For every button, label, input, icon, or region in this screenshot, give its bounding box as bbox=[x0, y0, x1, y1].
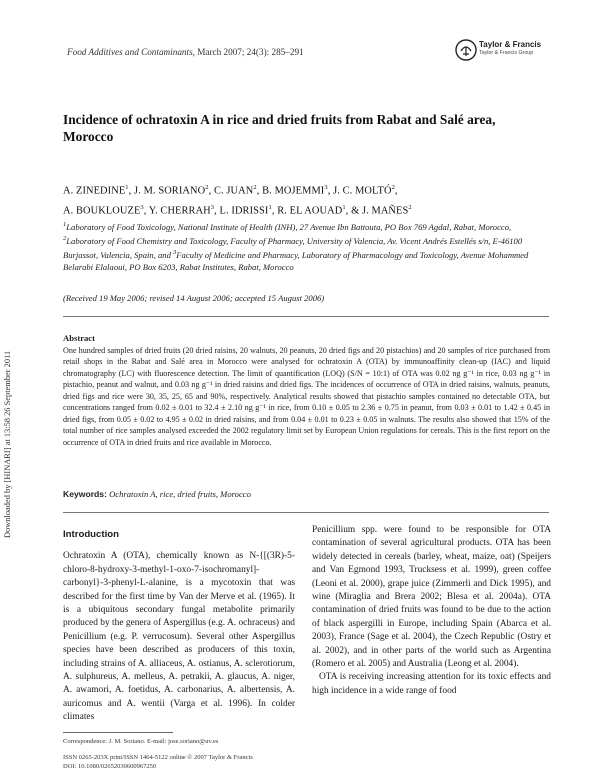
publisher-name: Taylor & Francis bbox=[479, 40, 542, 49]
received-dates: (Received 19 May 2006; revised 14 August 2006; accepted 15 August 2006) bbox=[63, 293, 325, 303]
keywords bbox=[63, 489, 251, 499]
abstract bbox=[63, 333, 550, 448]
affiliation-2: Laboratory of Food Chemistry and Toxicology, Faculty of Pharmacy, University of Valencia, Av. Vicent Andrés Estellés s/n, E-46100 Burjassot, Valencia, Spain, and bbox=[63, 235, 523, 260]
keywords-label: Keywords: bbox=[63, 489, 107, 499]
download-stamp-text: Downloaded by [HINARI] at 13:58 26 September 2011 bbox=[3, 350, 12, 538]
body-paragraph: Ochratoxin A (OTA), chemically known as N-{[(3R)-5-chloro-8-hydroxy-3-methyl-1-oxo-7-isochromanyl]-carbonyl}-3-phenyl-L-alanine, is a mycotoxin that was described for the first time by Van der Merve et al. (1965). It is a ubiquitous secondary fungal metabolite primarily produced by the genera of Aspergillus (e.g. A. ochraceus) and Penicillium (e.g. P. verrucosum). Several other Aspergillus species have been described as producers of this toxin, including strains of A. alliaceus, A. ostianus, A. sclerotiorum, A. sulphureus, A. melleus, A. petrakii, A. glaucus, A. niger, A. awamori, A. foetidus, A. carbonarius, A. albertensis, A. auricomus and A. wentii (Varga et al. 1996). In colder climates bbox=[63, 551, 295, 723]
author: J. M. SORIANO bbox=[134, 185, 206, 197]
section-heading: Introduction bbox=[63, 529, 119, 540]
journal-name: Food Additives and Contaminants bbox=[67, 47, 193, 57]
journal-citation bbox=[67, 47, 304, 57]
affiliations: $^1$Laboratory of Food Toxicology, National Institute of Health (INH), 27 Avenue Ibn Battouta, PO Box 769 Agdal, Rabat, Morocco, $^2$Laboratory of Food Chemistry and Toxicology, Faculty of Pharmacy, University of Valencia, Av. Vicent Andrés Estellés s/n, E-46100 Burjassot, Valencia, Spain, and $^3$Faculty of Medicine and Pharmacy, Laboratory of Pharmacology and Toxicology, Avenue Mohammed Belarabi Elalaoui, PO Box 6203, Rabat Institutes, Rabat, Morocco bbox=[63, 221, 529, 273]
journal-details: , March 2007; 24(3): 285–291 bbox=[192, 47, 304, 57]
author: J. MAÑES bbox=[361, 205, 409, 217]
affiliation-3: Faculty of Medicine and Pharmacy, Laboratory of Pharmacology and Toxicology, Avenue Mohammed Belarabi Elalaoui, PO Box 6203, Rabat Institutes, Rabat, Morocco bbox=[63, 249, 529, 273]
publisher-logo bbox=[455, 38, 550, 62]
author: R. EL AOUAD bbox=[277, 205, 343, 217]
publisher-group: Taylor & Francis Group bbox=[479, 50, 534, 56]
download-stamp bbox=[3, 268, 13, 538]
keywords-value: Ochratoxin A, rice, dried fruits, Morocco bbox=[109, 489, 251, 499]
body-column-right bbox=[312, 524, 551, 698]
author: J. C. MOLTÓ bbox=[333, 185, 392, 197]
divider bbox=[63, 512, 549, 513]
author: L. IDRISSI bbox=[219, 205, 269, 217]
abstract-heading: Abstract bbox=[63, 333, 95, 343]
author: B. MOJEMMI bbox=[262, 185, 325, 197]
author: Y. CHERRAH bbox=[148, 205, 211, 217]
author: A. BOUKLOUZE bbox=[63, 205, 141, 217]
footnote-rule bbox=[63, 732, 173, 733]
author: A. ZINEDINE bbox=[63, 185, 126, 197]
author-list: A. ZINEDINE$^1$, J. M. SORIANO$^2$, C. JUAN$^2$, B. MOJEMMI$^3$, J. C. MOLTÓ$^2$, A. BOUKLOUZE$^3$, Y. CHERRAH$^3$, L. IDRISSI$^1$, R. EL AOUAD$^1$, & J. MAÑES$^2$ bbox=[63, 184, 412, 217]
issn-note: ISSN 0265-203X print/ISSN 1464-5122 online © 2007 Taylor & Francis bbox=[63, 754, 253, 761]
affiliation-1: Laboratory of Food Toxicology, National Institute of Health (INH), 27 Avenue Ibn Battouta, PO Box 769 Agdal, Rabat, Morocco, bbox=[66, 221, 512, 232]
doi-note: DOI: 10.1080/02652030600967250 bbox=[63, 763, 157, 770]
author: C. JUAN bbox=[213, 185, 254, 197]
body-paragraph: Penicillium spp. were found to be responsible for OTA contamination of several agricultural products. OTA has been widely detected in cereals (barley, wheat, maize, oat) (Speijers and Van Egmond 1993, Trucksess et al. 1999), green coffee (Leoni et al. 2000), grape juice (Zimmerli and Dick 1995), and wine (Miraglia and Brera 2002; Blesa et al. 2004a). OTA contamination of dried fruits was found to be due to the action of black aspergilli in Europe, including Spain (Abarca et al. 2003), France (Sage et al. 2004), the Czech Republic (Ostry et al. 2002), and in other parts of the world such as Argentina (Romero et al. 2005) and Australia (Leong et al. 2004). bbox=[312, 525, 551, 670]
correspondence-note: Correspondence: J. M. Soriano. E-mail: jose.soriano@uv.es bbox=[63, 738, 219, 745]
body-paragraph: OTA is receiving increasing attention for its toxic effects and high incidence in a wide range of food bbox=[312, 672, 551, 696]
article-title: Incidence of ochratoxin A in rice and dried fruits from Rabat and Salé area, Morocco bbox=[63, 112, 496, 144]
body-column-left bbox=[63, 528, 295, 725]
publisher-logo-icon bbox=[455, 39, 477, 61]
divider bbox=[63, 316, 549, 317]
abstract-body: One hundred samples of dried fruits (20 dried raisins, 20 walnuts, 20 peanuts, 20 dried figs and 20 pistachios) and 20 samples of rice purchased from retail shops in the Rabat and Salé area in Morocco were analysed for ochratoxin A (OTA) by immunoaffinity clean-up (IAC) and liquid chromatography (LC) with fluorescence detection. The limit of quantification (LOQ) (S/N = 10:1) of OTA was 0.02 ng g⁻¹ in rice, 0.03 ng g⁻¹ in pistachio, peanut and walnut, and 0.03 ng g⁻¹ in dried raisins and dried figs. The incidences of occurrence of OTA in dried raisins, walnuts, peanuts, dried figs and rice were 30, 35, 25, 65 and 90%, respectively. Analytical results showed that pistachio samples contained no detectable OTA, but concentrations ranged from 0.02 ± 0.01 to 32.4 ± 2.10 ng g⁻¹ in rice, from 0.10 ± 0.05 to 2.36 ± 0.75 in peanut, from 0.03 ± 0.01 to 1.42 ± 0.45 in dried figs, from 0.05 ± 0.02 to 4.95 ± 0.02 in dried raisins, and from 0.04 ± 0.01 to 0.23 ± 0.05 in walnuts. The results also showed that 15% of the total number of rice samples analysed exceeded the 2002 regulatory limit set by European Union regulations for cereals. This is the first report on the occurrence of OTA in dried fruits and rice available in Morocco. bbox=[63, 345, 550, 447]
